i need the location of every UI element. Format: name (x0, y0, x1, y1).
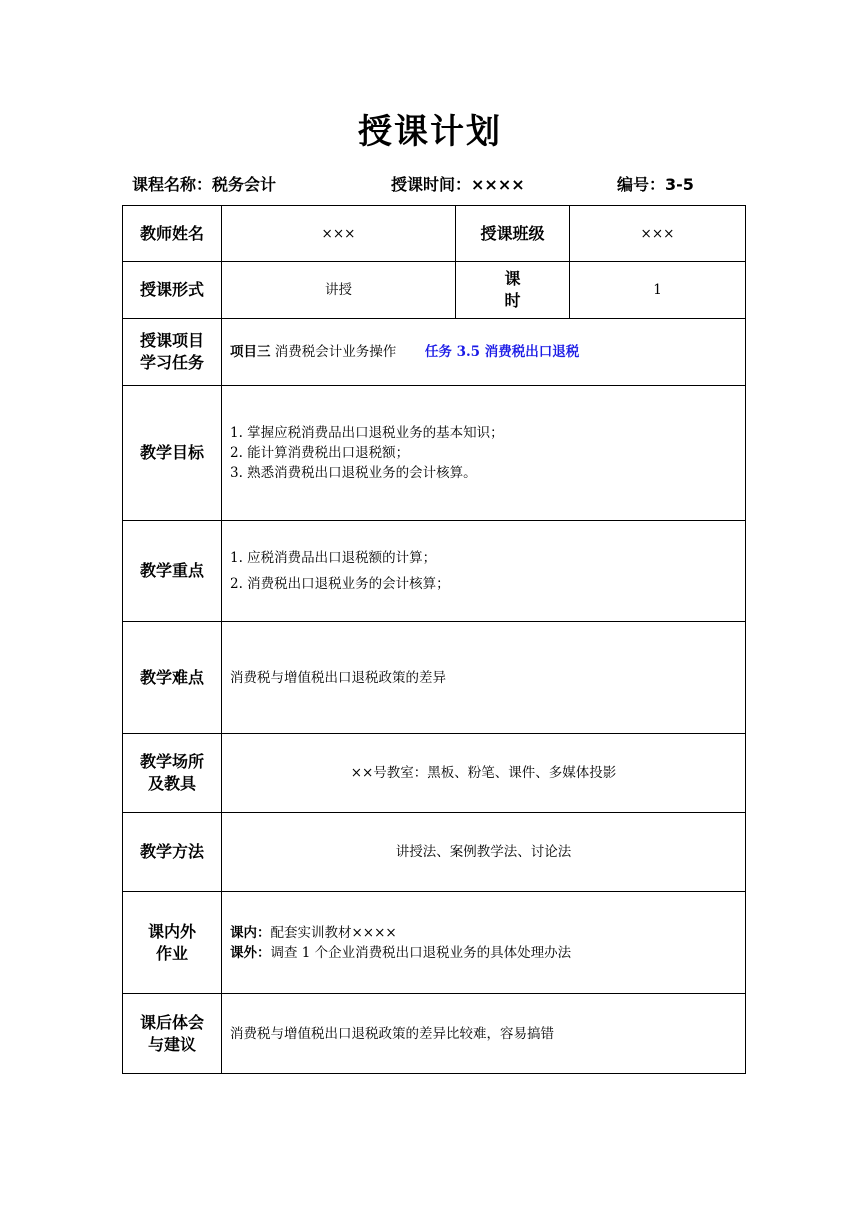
venue-label-line1: 教学场所 (139, 752, 204, 771)
lesson-time-label: 授课时间： (391, 175, 472, 194)
goal-item: 1. 掌握应税消费品出口退税业务的基本知识； (230, 425, 504, 441)
reflection-value: 消费税与增值税出口退税政策的差异比较难，容易搞错 (222, 994, 746, 1074)
course-name (132, 172, 276, 195)
homework-out-label: 课外： (230, 944, 271, 961)
focus-value (222, 521, 746, 622)
reflection-label-line2: 与建议 (147, 1034, 196, 1054)
table-row (123, 622, 746, 734)
homework-value (222, 892, 746, 994)
venue-label (123, 734, 222, 813)
homework-out-value: 调查 1 个企业消费税出口退税业务的具体处理办法 (270, 944, 572, 961)
course-name-label: 课程名称： (132, 175, 213, 194)
venue-label-line2: 及教具 (147, 774, 196, 793)
form-value: 讲授 (222, 262, 456, 319)
doc-number-value: 3-5 (665, 175, 694, 194)
task-text: 任务 3.5 消费税出口退税 (424, 344, 580, 360)
difficulty-label: 教学难点 (123, 622, 222, 734)
goals-label: 教学目标 (123, 386, 222, 521)
hours-label: 课时 (456, 262, 570, 319)
reflection-label (123, 994, 222, 1074)
homework-label-line1: 课内外 (147, 921, 196, 941)
table-row (123, 892, 746, 994)
lesson-time-value: ×××× (471, 175, 525, 194)
table-row (123, 206, 746, 262)
homework-in-label: 课内： (230, 924, 271, 941)
reflection-label-line1: 课后体会 (139, 1012, 204, 1032)
homework-in (230, 923, 745, 943)
course-name-value: 税务会计 (212, 175, 277, 194)
goal-item: 3. 熟悉消费税出口退税业务的会计核算。 (230, 465, 477, 481)
project-value (222, 319, 746, 386)
project-name: 消费税会计业务操作 (274, 344, 397, 360)
table-row (123, 319, 746, 386)
lesson-time (391, 172, 525, 195)
lesson-plan-table (122, 205, 746, 1074)
homework-label-line2: 作业 (155, 943, 188, 963)
project-label-line1: 授课项目 (139, 331, 204, 350)
project-label-line2: 学习任务 (139, 353, 204, 372)
table-row (123, 994, 746, 1074)
focus-item: 1. 应税消费品出口退税额的计算； (230, 550, 437, 566)
page-title: 授课计划 (358, 112, 502, 152)
focus-label: 教学重点 (123, 521, 222, 622)
homework-in-value: 配套实训教材×××× (270, 924, 397, 941)
focus-item: 2. 消费税出口退税业务的会计核算； (230, 576, 450, 592)
doc-number-label: 编号： (617, 175, 666, 194)
difficulty-value: 消费税与增值税出口退税政策的差异 (222, 622, 746, 734)
method-label: 教学方法 (123, 813, 222, 892)
table-row (123, 521, 746, 622)
table-row (123, 734, 746, 813)
table-row (123, 813, 746, 892)
teacher-value: ××× (222, 206, 456, 262)
goals-value (222, 386, 746, 521)
form-label: 授课形式 (123, 262, 222, 319)
method-value: 讲授法、案例教学法、讨论法 (222, 813, 746, 892)
hours-value: 1 (570, 262, 746, 319)
class-label: 授课班级 (456, 206, 570, 262)
doc-number (617, 172, 694, 195)
table-row (123, 262, 746, 319)
table-row (123, 386, 746, 521)
homework-label (123, 892, 222, 994)
class-value: ××× (570, 206, 746, 262)
homework-out (230, 943, 745, 963)
project-label (123, 319, 222, 386)
teacher-label: 教师姓名 (123, 206, 222, 262)
goal-item: 2. 能计算消费税出口退税额； (230, 445, 410, 461)
project-prefix: 项目三 (230, 344, 271, 360)
venue-value: ××号教室：黑板、粉笔、课件、多媒体投影 (222, 734, 746, 813)
